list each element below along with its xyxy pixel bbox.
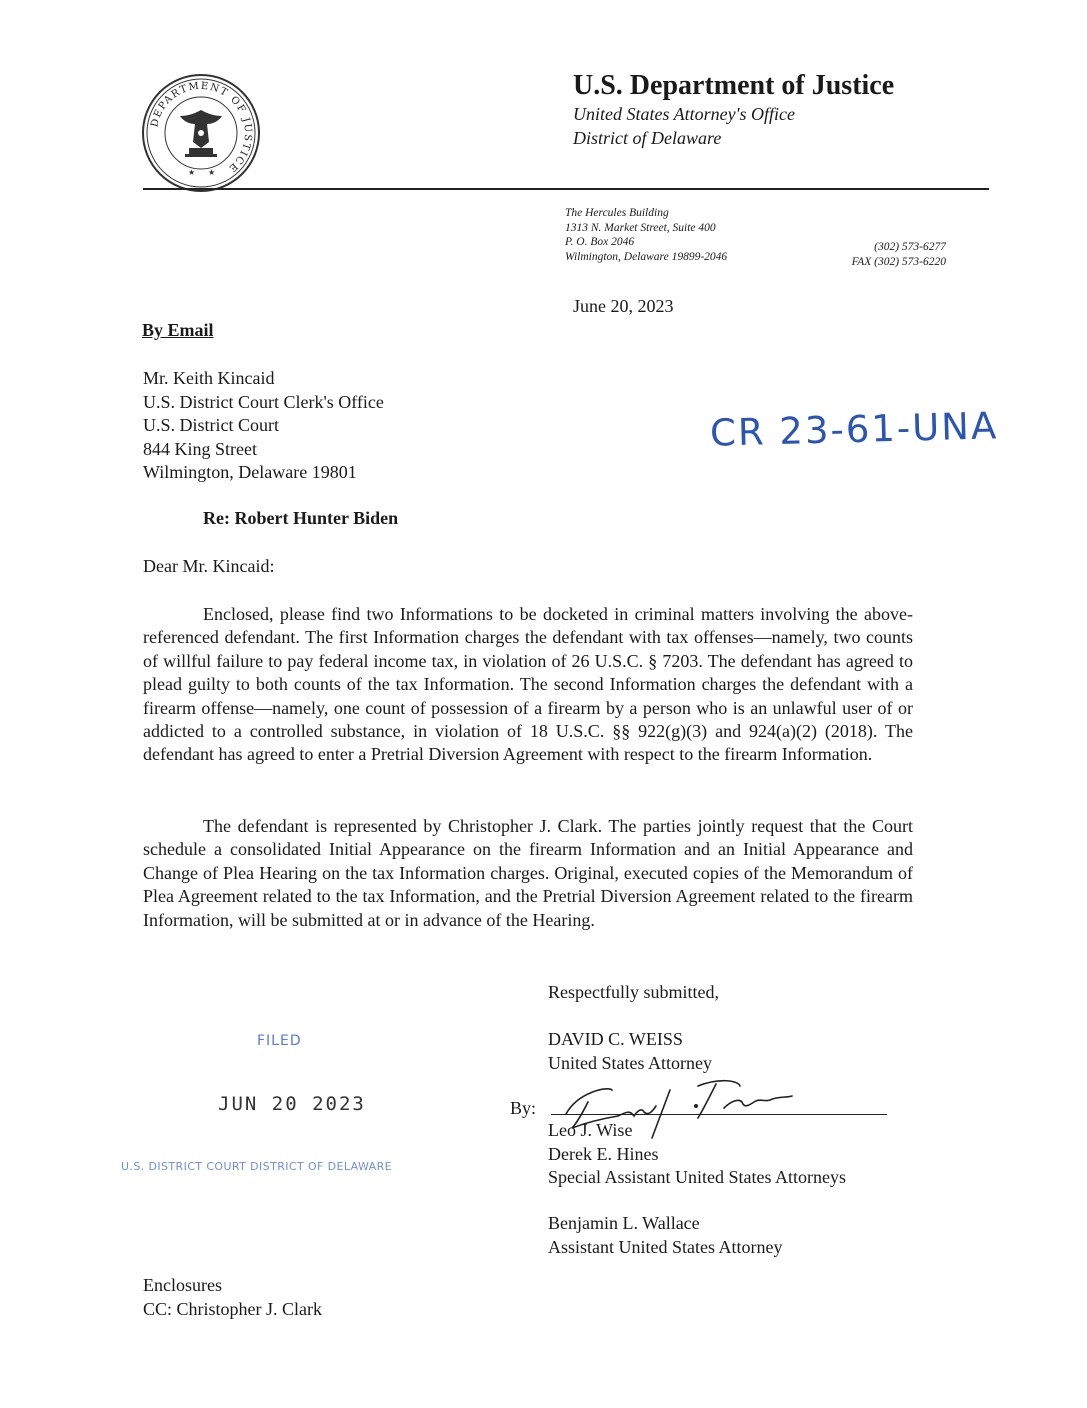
closing: Respectfully submitted, — [548, 982, 719, 1002]
recipient-line: U.S. District Court Clerk's Office — [143, 391, 384, 412]
cc-line: CC: Christopher J. Clark — [143, 1298, 322, 1319]
svg-text:★: ★ — [208, 168, 216, 177]
signer-name: Leo J. Wise — [548, 1120, 633, 1140]
handwritten-case-number: CR 23-61-UNA — [709, 404, 999, 455]
letterhead-rule — [143, 188, 989, 190]
filed-stamp: FILED — [257, 1033, 302, 1049]
recipient-address — [143, 367, 384, 485]
salutation: Dear Mr. Kincaid: — [143, 556, 275, 576]
by-label: By: — [510, 1098, 537, 1118]
assistant-name: Benjamin L. Wallace — [548, 1213, 700, 1233]
recipient-line: Wilmington, Delaware 19801 — [143, 462, 357, 482]
filed-stamp-date: JUN 20 2023 — [218, 1093, 366, 1115]
delivery-method: By Email — [142, 320, 214, 340]
signers-title: Special Assistant United States Attorneys — [548, 1167, 846, 1187]
address-line: The Hercules Building — [565, 207, 669, 219]
signatory-title: United States Attorney — [548, 1052, 712, 1073]
contact-numbers — [830, 240, 946, 269]
signature-line — [551, 1114, 887, 1115]
enclosures-label: Enclosures — [143, 1275, 222, 1295]
filed-stamp-court: U.S. DISTRICT COURT DISTRICT OF DELAWARE — [121, 1160, 392, 1173]
body-paragraph-1: Enclosed, please find two Informations to be docketed in criminal matters involving the above-referenced defendant. The first Information charges the defendant with tax offenses—namely, two counts of willful failure to pay federal income tax, in violation of 26 U.S.C. § 7203. The defendant has agreed to plead guilty to both counts of the tax Information. The second Information charges the defendant with a firearm offense—namely, one count of possession of a firearm by a person who is an unlawful user of or addicted to a controlled substance, in violation of 18 U.S.C. §§ 922(g)(3) and 924(a)(2) (2018). The defendant has agreed to enter a Pretrial Diversion Agreement with respect to the firearm Information. — [143, 604, 913, 765]
signatory-name: DAVID C. WEISS — [548, 1029, 683, 1049]
recipient-line: 844 King Street — [143, 438, 257, 459]
signatory-block — [548, 1028, 712, 1075]
recipient-line: Mr. Keith Kincaid — [143, 368, 275, 388]
special-assistants-block — [548, 1119, 846, 1190]
re-line: Re: Robert Hunter Biden — [203, 508, 399, 528]
signer-name: Derek E. Hines — [548, 1143, 659, 1164]
district-name: District of Delaware — [573, 128, 722, 148]
address-line: Wilmington, Delaware 19899-2046 — [565, 250, 728, 263]
letter-date: June 20, 2023 — [573, 296, 674, 316]
assistant-attorney-block — [548, 1212, 782, 1259]
doj-seal-logo — [140, 72, 262, 194]
seal-text: DEPARTMENT OF JUSTICE — [149, 80, 254, 175]
address-line: 1313 N. Market Street, Suite 400 — [565, 221, 716, 234]
department-title: U.S. Department of Justice — [573, 70, 895, 101]
recipient-line: U.S. District Court — [143, 415, 280, 435]
body-paragraph-2: The defendant is represented by Christopher J. Clark. The parties jointly request that the Court schedule a consolidated Initial Appearance on the firearm Information and an Initial Appearance and Change of Plea Hearing on the tax Information charges. Original, executed copies of the Memorandum of Plea Agreement related to the tax Information, and the Pretrial Diversion Agreement related to the firearm Information, will be submitted at or in advance of the Hearing. — [143, 816, 913, 930]
enclosures-block — [143, 1274, 322, 1321]
phone-number: (302) 573-6277 — [874, 241, 946, 253]
office-address — [565, 206, 727, 264]
svg-text:★: ★ — [188, 168, 196, 177]
assistant-title: Assistant United States Attorney — [548, 1236, 783, 1257]
office-name: United States Attorney's Office — [573, 104, 795, 124]
fax-number: FAX (302) 573-6220 — [851, 255, 946, 268]
address-line: P. O. Box 2046 — [565, 236, 635, 248]
